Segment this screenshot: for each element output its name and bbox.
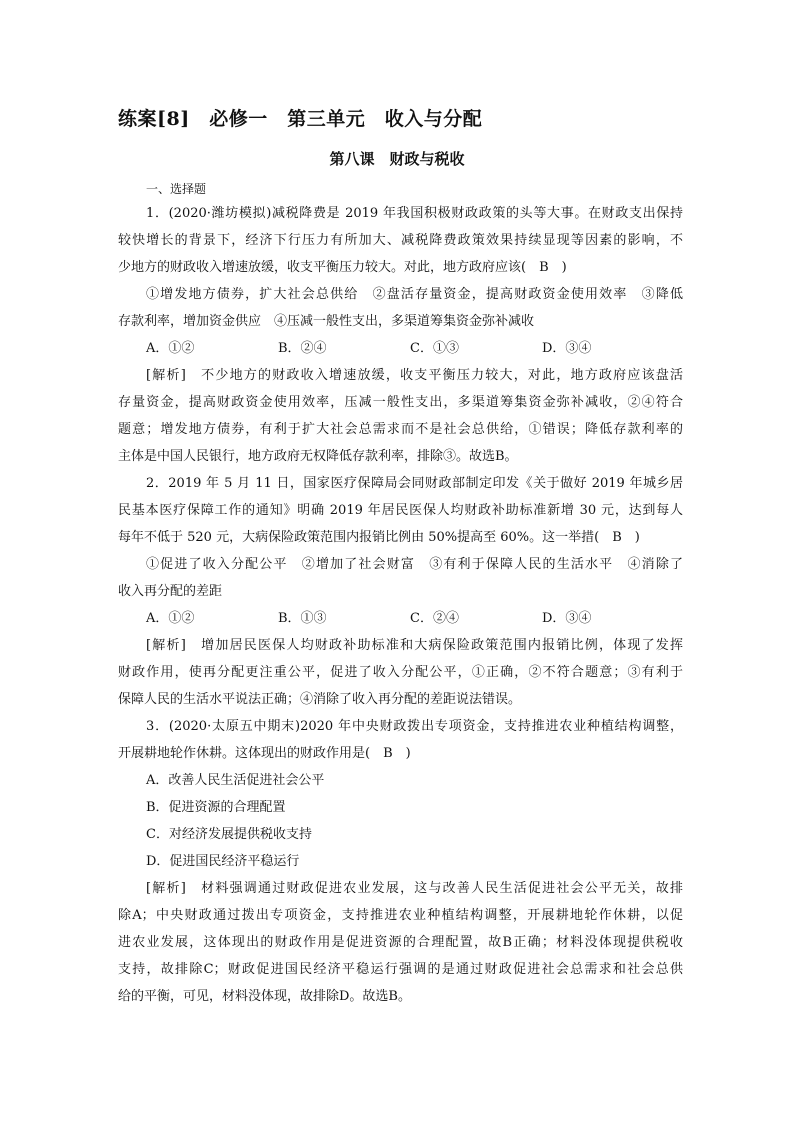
question-2 xyxy=(118,470,683,713)
question-3 xyxy=(118,713,683,1010)
analysis-line: [解析] 材料强调通过财政促进农业发展，这与改善人民生活促进社会公平无关，故排 xyxy=(146,881,683,896)
option-d: D．③④ xyxy=(542,611,592,626)
question-text-line: 较快增长的背景下，经济下行压力有所加大、减税降费政策效果持续显现等因素的影响，不 xyxy=(118,233,683,248)
statement-line: ①增发地方债券，扩大社会总供给 ②盘活存量资金，提高财政资金使用效率 ③降低 xyxy=(146,287,683,302)
option-c: C．②④ xyxy=(410,611,459,626)
option-b: B．促进资源的合理配置 xyxy=(146,800,286,815)
analysis-line: 题意；增发地方债券，有利于扩大社会总需求而不是社会总供给，①错误；降低存款利率的 xyxy=(118,422,683,437)
question-text-line: 民基本医疗保障工作的通知》明确 2019 年居民医保人均财政补助标准新增 30 元，达到每人 xyxy=(118,503,683,518)
statement-line: ①促进了收入分配公平 ②增加了社会财富 ③有利于保障人民的生活水平 ④消除了 xyxy=(146,557,683,572)
analysis-line: 存量资金，提高财政资金使用效率，压减一般性支出，多渠道筹集资金弥补减收，②④符合 xyxy=(118,395,683,410)
analysis-line: 除A；中央财政通过拨出专项资金，支持推进农业种植结构调整，开展耕地轮作休耕，以促 xyxy=(118,908,683,923)
question-1 xyxy=(118,200,683,470)
answer-options xyxy=(118,335,683,362)
question-text-line: 2．2019 年 5 月 11 日，国家医疗保障局会同财政部制定印发《关于做好 2019 年城乡居 xyxy=(146,476,683,491)
question-text-line: 每年不低于 520 元，大病保险政策范围内报销比例由 50%提高至 60%。这一举措( B ) xyxy=(118,530,640,545)
option-a: A．①② xyxy=(146,341,195,356)
question-text-line: 1．(2020·潍坊模拟)减税降费是 2019 年我国积极财政政策的头等大事。在财政支出保持 xyxy=(146,206,683,221)
document-title: 练案[8] 必修一 第三单元 收入与分配 xyxy=(118,108,483,130)
option-a: A．改善人民生活促进社会公平 xyxy=(146,773,325,788)
analysis-line: [解析] 不少地方的财政收入增速放缓，收支平衡压力较大，对此，地方政府应该盘活 xyxy=(146,368,683,383)
analysis-line: 进农业发展，这体现出的财政作用是促进资源的合理配置，故B正确；材料没体现提供税收 xyxy=(118,935,683,950)
analysis-line: [解析] 增加居民医保人均财政补助标准和大病保险政策范围内报销比例，体现了发挥 xyxy=(146,638,683,653)
statement-line: 存款利率，增加资金供应 ④压减一般性支出，多渠道筹集资金弥补减收 xyxy=(118,314,535,329)
option-c: C．①③ xyxy=(410,341,459,356)
analysis-line: 财政作用，使再分配更注重公平，促进了收入分配公平，①正确，②不符合题意；③有利于 xyxy=(118,665,683,680)
question-text-line: 3．(2020·太原五中期末)2020 年中央财政拨出专项资金，支持推进农业种植结构调整， xyxy=(146,719,683,734)
option-b: B．②④ xyxy=(278,341,327,356)
analysis-line: 给的平衡，可见，材料没体现，故排除D。故选B。 xyxy=(118,989,411,1004)
option-a: A．①② xyxy=(146,611,195,626)
lesson-title: 第八课 财政与税收 xyxy=(329,150,465,168)
option-b: B．①③ xyxy=(278,611,327,626)
answer-options xyxy=(118,605,683,632)
option-d: D．③④ xyxy=(542,341,592,356)
section-heading: 一、选择题 xyxy=(146,182,207,196)
analysis-line: 保障人民的生活水平说法正确；④消除了收入再分配的差距说法错误。 xyxy=(118,692,522,707)
document-body xyxy=(118,178,683,1010)
question-text-line: 少地方的财政收入增速放缓，收支平衡压力较大。对此，地方政府应该( B ) xyxy=(118,260,567,275)
analysis-line: 主体是中国人民银行，地方政府无权降低存款利率，排除③。故选B。 xyxy=(118,449,518,464)
statement-line: 收入再分配的差距 xyxy=(118,584,223,599)
question-text-line: 开展耕地轮作休耕。这体现出的财政作用是( B ) xyxy=(118,746,411,761)
option-c: C．对经济发展提供税收支持 xyxy=(146,827,312,842)
analysis-line: 支持，故排除C；财政促进国民经济平稳运行强调的是通过财政促进社会总需求和社会总供 xyxy=(118,962,683,977)
option-d: D．促进国民经济平稳运行 xyxy=(146,854,300,869)
